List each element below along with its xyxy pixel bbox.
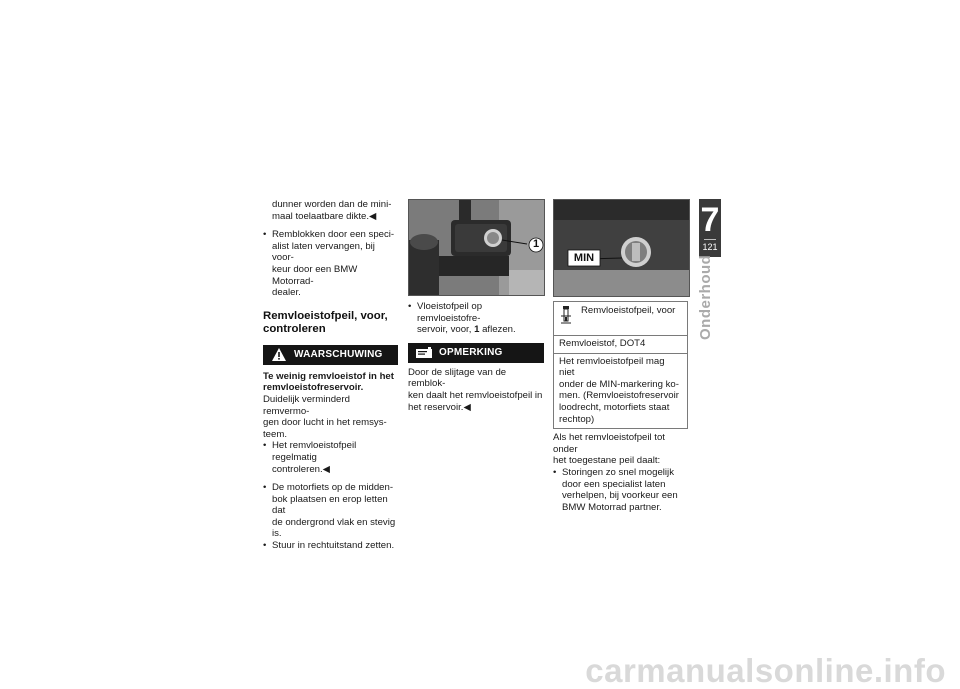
fluid-level-gauge-icon	[559, 305, 581, 331]
spec-table-row: Het remvloeistofpeil mag niet onder de MIN-markering ko- men. (Remvloeistofreservoir loodrecht, motorfiets staat rechtop)	[554, 353, 687, 429]
page-number: 121	[702, 242, 718, 252]
spec-table	[553, 301, 688, 429]
continued-paragraph: dunner worden dan de mini- maal toelaatbare dikte.◀	[272, 199, 392, 222]
bullet-item: • De motorfiets op de midden- bok plaatsen en erop letten dat de ondergrond vlak en stevig is.	[263, 482, 398, 540]
column-2	[408, 199, 544, 413]
warning-triangle-icon	[268, 345, 290, 365]
brake-reservoir-illustration	[409, 200, 544, 295]
warning-label: WAARSCHUWING	[294, 348, 383, 360]
bullet-item: • Het remvloeistofpeil regelmatig controleren.◀	[263, 440, 398, 475]
section-title: Remvloeistofpeil, voor, controleren	[263, 309, 388, 335]
warning-heading: Te weinig remvloeistof in het remvloeistofreservoir.	[263, 370, 394, 394]
warning-banner	[263, 345, 398, 365]
note-text: Door de slijtage van de remblok- ken daalt het remvloeistofpeil in het reservoir.◀	[408, 366, 543, 413]
chapter-tab	[699, 199, 721, 257]
bullet-item: • Stuur in rechtuitstand zetten.	[263, 540, 398, 552]
min-marking-photo	[553, 199, 690, 297]
chapter-title: Onderhoud	[697, 254, 714, 340]
spec-table-row: Remvloeistof, DOT4	[554, 335, 687, 353]
column-3	[553, 199, 689, 513]
after-table-text: Als het remvloeistofpeil tot onder het toegestane peil daalt:	[553, 432, 665, 467]
brake-reservoir-photo	[408, 199, 545, 296]
note-label: OPMERKING	[439, 346, 503, 358]
bullet-item: • Storingen zo snel mogelijk door een specialist laten verhelpen, bij voorkeur een BMW Motorrad partner.	[553, 467, 689, 513]
chapter-number: 7	[700, 201, 720, 239]
note-banner	[408, 343, 544, 363]
watermark: carmanualsonline.info	[585, 652, 946, 689]
min-label: MIN	[573, 252, 595, 264]
column-1	[263, 199, 398, 552]
bullet-item: • Vloeistofpeil op remvloeistofre- servoir, voor, 1 aflezen.	[408, 301, 544, 336]
photo-callout-1: 1	[532, 238, 540, 250]
spec-table-header: Remvloeistofpeil, voor	[554, 302, 687, 335]
warning-text: Duidelijk verminderd remvermo- gen door lucht in het remsys- teem.	[263, 393, 387, 440]
bullet-item: • Remblokken door een speci- alist laten vervangen, bij voor- keur door een BMW Motorrad- dealer.	[263, 229, 398, 299]
note-hand-icon	[413, 343, 435, 363]
min-marking-illustration	[554, 200, 689, 296]
